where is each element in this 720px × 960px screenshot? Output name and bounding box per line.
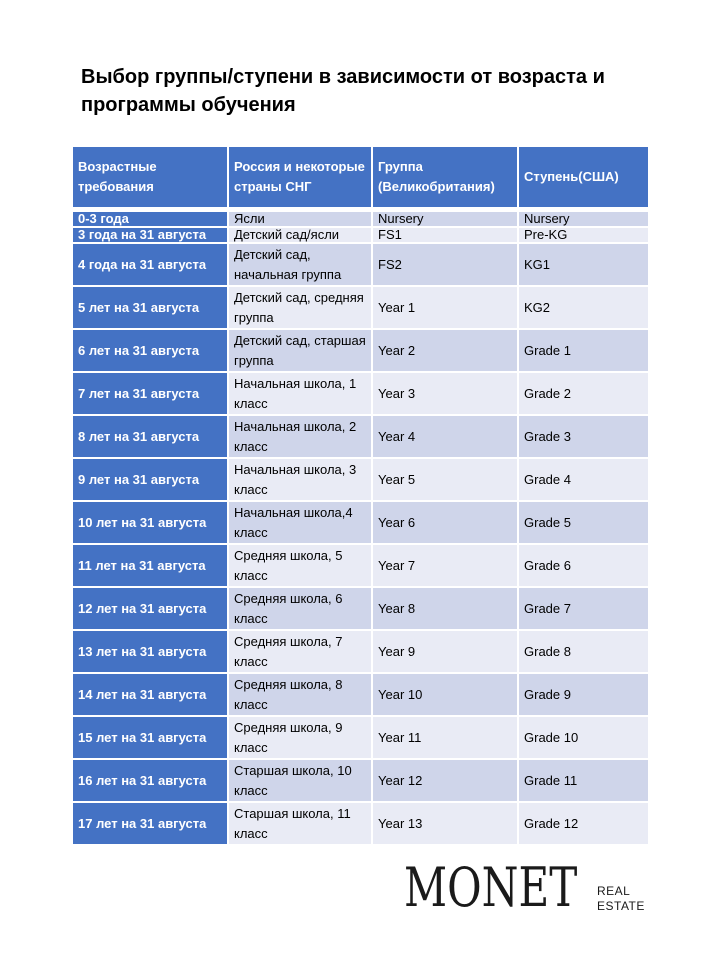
cell-age: 4 года на 31 августа <box>73 244 229 287</box>
cell-russia: Детский сад/ясли <box>229 228 373 244</box>
cell-uk: Year 3 <box>373 373 519 416</box>
table-row <box>73 631 648 674</box>
cell-usa: Grade 12 <box>519 803 648 846</box>
cell-usa: Nursery <box>519 212 648 228</box>
cell-russia: Начальная школа, 3 класс <box>229 459 373 502</box>
cell-age: 11 лет на 31 августа <box>73 545 229 588</box>
cell-age: 14 лет на 31 августа <box>73 674 229 717</box>
cell-uk: Year 11 <box>373 717 519 760</box>
table-row <box>73 416 648 459</box>
table-row <box>73 803 648 846</box>
cell-russia: Средняя школа, 7 класс <box>229 631 373 674</box>
header-uk: Группа (Великобритания) <box>373 147 519 207</box>
table-row <box>73 330 648 373</box>
table-row <box>73 287 648 330</box>
cell-usa: Grade 10 <box>519 717 648 760</box>
cell-usa: Grade 4 <box>519 459 648 502</box>
cell-russia: Средняя школа, 9 класс <box>229 717 373 760</box>
table-row <box>73 545 648 588</box>
cell-usa: Grade 2 <box>519 373 648 416</box>
cell-uk: Year 8 <box>373 588 519 631</box>
table-row <box>73 373 648 416</box>
page-title: Выбор группы/ступени в зависимости от возраста и программы обучения <box>81 66 605 116</box>
cell-usa: Grade 7 <box>519 588 648 631</box>
table-row <box>73 588 648 631</box>
cell-uk: Year 5 <box>373 459 519 502</box>
cell-age: 0-3 года <box>73 212 229 228</box>
cell-russia: Детский сад, старшая группа <box>229 330 373 373</box>
cell-russia: Средняя школа, 6 класс <box>229 588 373 631</box>
cell-uk: Year 2 <box>373 330 519 373</box>
cell-age: 10 лет на 31 августа <box>73 502 229 545</box>
cell-uk: Year 12 <box>373 760 519 803</box>
header-usa: Ступень(США) <box>519 147 648 207</box>
table-row <box>73 228 648 244</box>
header-age: Возрастные требования <box>73 147 229 207</box>
cell-russia: Детский сад, средняя группа <box>229 287 373 330</box>
cell-usa: Grade 5 <box>519 502 648 545</box>
logo-sub-line2: ESTATE <box>597 899 645 913</box>
cell-russia: Детский сад, начальная группа <box>229 244 373 287</box>
cell-age: 8 лет на 31 августа <box>73 416 229 459</box>
cell-russia: Начальная школа, 2 класс <box>229 416 373 459</box>
cell-uk: Year 10 <box>373 674 519 717</box>
cell-age: 12 лет на 31 августа <box>73 588 229 631</box>
cell-russia: Начальная школа, 1 класс <box>229 373 373 416</box>
cell-age: 5 лет на 31 августа <box>73 287 229 330</box>
cell-russia: Старшая школа, 10 класс <box>229 760 373 803</box>
cell-age: 15 лет на 31 августа <box>73 717 229 760</box>
table-row <box>73 760 648 803</box>
table-row <box>73 244 648 287</box>
cell-uk: Nursery <box>373 212 519 228</box>
cell-uk: FS1 <box>373 228 519 244</box>
cell-russia: Ясли <box>229 212 373 228</box>
cell-usa: Grade 8 <box>519 631 648 674</box>
cell-usa: Grade 6 <box>519 545 648 588</box>
cell-uk: Year 6 <box>373 502 519 545</box>
cell-usa: KG2 <box>519 287 648 330</box>
table-body <box>73 212 648 846</box>
cell-uk: Year 7 <box>373 545 519 588</box>
table-row <box>73 717 648 760</box>
logo-subtitle <box>597 884 645 914</box>
table-row <box>73 212 648 228</box>
logo-word: MONET <box>404 856 578 919</box>
cell-russia: Средняя школа, 8 класс <box>229 674 373 717</box>
table-row <box>73 459 648 502</box>
table-row <box>73 502 648 545</box>
logo <box>404 856 645 919</box>
cell-russia: Начальная школа,4 класс <box>229 502 373 545</box>
cell-usa: Grade 9 <box>519 674 648 717</box>
age-grade-table <box>73 147 648 846</box>
cell-age: 13 лет на 31 августа <box>73 631 229 674</box>
cell-age: 6 лет на 31 августа <box>73 330 229 373</box>
cell-usa: Grade 3 <box>519 416 648 459</box>
cell-usa: KG1 <box>519 244 648 287</box>
cell-uk: Year 1 <box>373 287 519 330</box>
cell-russia: Старшая школа, 11 класс <box>229 803 373 846</box>
header-russia: Россия и некоторые страны СНГ <box>229 147 373 207</box>
cell-age: 7 лет на 31 августа <box>73 373 229 416</box>
cell-age: 3 года на 31 августа <box>73 228 229 244</box>
cell-uk: Year 9 <box>373 631 519 674</box>
table-row <box>73 674 648 717</box>
cell-russia: Средняя школа, 5 класс <box>229 545 373 588</box>
cell-uk: FS2 <box>373 244 519 287</box>
logo-sub-line1: REAL <box>597 884 631 898</box>
cell-uk: Year 13 <box>373 803 519 846</box>
cell-usa: Grade 1 <box>519 330 648 373</box>
cell-usa: Pre-KG <box>519 228 648 244</box>
cell-age: 17 лет на 31 августа <box>73 803 229 846</box>
cell-usa: Grade 11 <box>519 760 648 803</box>
cell-uk: Year 4 <box>373 416 519 459</box>
cell-age: 16 лет на 31 августа <box>73 760 229 803</box>
table-header-row <box>73 147 648 207</box>
cell-age: 9 лет на 31 августа <box>73 459 229 502</box>
